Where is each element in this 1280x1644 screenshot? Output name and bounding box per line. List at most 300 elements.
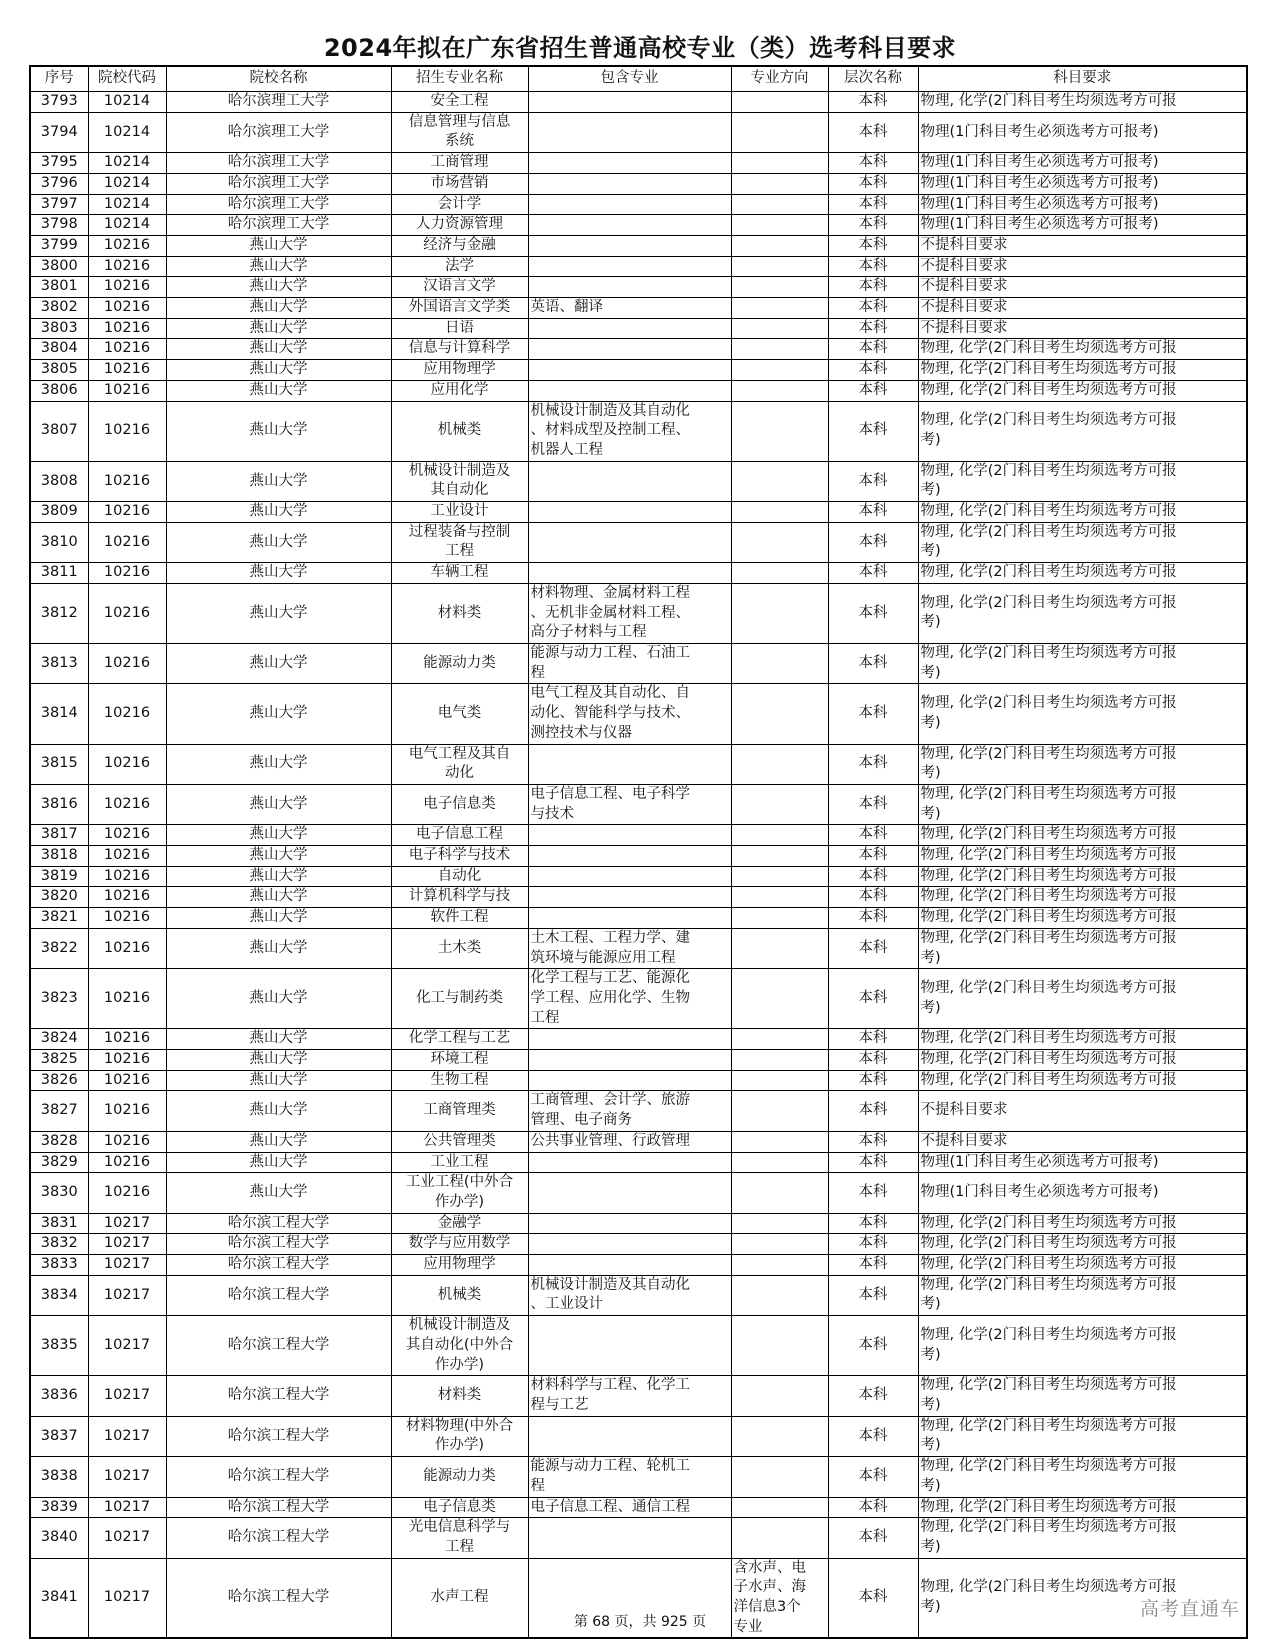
cell-school-name: 燕山大学 (166, 298, 391, 319)
cell-seq: 3827 (30, 1091, 88, 1131)
cell-level: 本科 (828, 1376, 918, 1416)
cell-school-name: 燕山大学 (166, 928, 391, 968)
cell-school-name: 燕山大学 (166, 339, 391, 360)
table-row (30, 339, 1247, 360)
cell-seq: 3804 (30, 339, 88, 360)
cell-subject-requirement: 物理, 化学(2门科目考生均须选考方可报 (918, 502, 1247, 523)
cell-level: 本科 (828, 1457, 918, 1497)
cell-major-direction (731, 1152, 828, 1173)
cell-major-direction (731, 256, 828, 277)
cell-major-name: 材料物理(中外合 作办学) (391, 1416, 528, 1456)
cell-included-majors (528, 908, 731, 929)
cell-included-majors (528, 1152, 731, 1173)
cell-school-code: 10216 (88, 825, 166, 846)
cell-level: 本科 (828, 401, 918, 461)
cell-school-code: 10217 (88, 1518, 166, 1558)
cell-included-majors: 材料物理、金属材料工程 、无机非金属材料工程、 高分子材料与工程 (528, 583, 731, 643)
cell-seq: 3832 (30, 1234, 88, 1255)
cell-level: 本科 (828, 1558, 918, 1638)
cell-level: 本科 (828, 908, 918, 929)
cell-school-name: 燕山大学 (166, 502, 391, 523)
cell-school-name: 燕山大学 (166, 825, 391, 846)
cell-seq: 3805 (30, 360, 88, 381)
cell-major-name: 水声工程 (391, 1558, 528, 1638)
cell-included-majors (528, 1029, 731, 1050)
cell-school-name: 燕山大学 (166, 401, 391, 461)
cell-level: 本科 (828, 1029, 918, 1050)
table-row (30, 825, 1247, 846)
cell-school-code: 10216 (88, 298, 166, 319)
cell-major-name: 材料类 (391, 1376, 528, 1416)
cell-subject-requirement: 不提科目要求 (918, 1131, 1247, 1152)
cell-school-code: 10216 (88, 643, 166, 683)
cell-school-name: 燕山大学 (166, 969, 391, 1029)
header-subject-requirement: 科目要求 (918, 66, 1247, 92)
cell-major-name: 机械设计制造及 其自动化(中外合 作办学) (391, 1316, 528, 1376)
cell-major-name: 过程装备与控制 工程 (391, 522, 528, 562)
cell-school-name: 哈尔滨工程大学 (166, 1234, 391, 1255)
cell-seq: 3794 (30, 112, 88, 152)
cell-school-code: 10216 (88, 235, 166, 256)
cell-included-majors: 土木工程、工程力学、建 筑环境与能源应用工程 (528, 928, 731, 968)
cell-included-majors (528, 339, 731, 360)
cell-school-name: 燕山大学 (166, 1029, 391, 1050)
table-row (30, 1255, 1247, 1276)
cell-major-direction (731, 643, 828, 683)
table-row (30, 92, 1247, 113)
cell-school-code: 10216 (88, 887, 166, 908)
cell-subject-requirement: 物理, 化学(2门科目考生均须选考方可报 考) (918, 1316, 1247, 1376)
cell-subject-requirement: 不提科目要求 (918, 298, 1247, 319)
cell-seq: 3800 (30, 256, 88, 277)
table-row (30, 1416, 1247, 1456)
cell-subject-requirement: 物理(1门科目考生必须选考方可报考) (918, 153, 1247, 174)
cell-school-name: 哈尔滨理工大学 (166, 112, 391, 152)
cell-school-code: 10216 (88, 969, 166, 1029)
cell-school-code: 10216 (88, 744, 166, 784)
cell-school-code: 10216 (88, 684, 166, 744)
cell-major-name: 应用物理学 (391, 360, 528, 381)
cell-school-code: 10216 (88, 318, 166, 339)
cell-subject-requirement: 物理, 化学(2门科目考生均须选考方可报 (918, 846, 1247, 867)
table-row (30, 461, 1247, 501)
cell-school-name: 燕山大学 (166, 643, 391, 683)
table-row (30, 173, 1247, 194)
cell-school-name: 燕山大学 (166, 744, 391, 784)
table-row (30, 256, 1247, 277)
table-row (30, 215, 1247, 236)
cell-seq: 3814 (30, 684, 88, 744)
cell-included-majors (528, 846, 731, 867)
cell-seq: 3840 (30, 1518, 88, 1558)
cell-school-name: 哈尔滨理工大学 (166, 92, 391, 113)
cell-included-majors: 材料科学与工程、化学工 程与工艺 (528, 1376, 731, 1416)
cell-major-direction (731, 461, 828, 501)
cell-major-direction (731, 1131, 828, 1152)
cell-school-name: 燕山大学 (166, 256, 391, 277)
cell-subject-requirement: 物理(1门科目考生必须选考方可报考) (918, 1173, 1247, 1213)
cell-school-name: 燕山大学 (166, 563, 391, 584)
cell-major-direction (731, 1213, 828, 1234)
page-number: 第 68 页，共 925 页 (573, 1614, 707, 1630)
cell-major-direction (731, 112, 828, 152)
cell-school-code: 10216 (88, 1091, 166, 1131)
cell-level: 本科 (828, 643, 918, 683)
cell-included-majors: 机械设计制造及其自动化 、材料成型及控制工程、 机器人工程 (528, 401, 731, 461)
cell-school-code: 10216 (88, 256, 166, 277)
cell-level: 本科 (828, 1255, 918, 1276)
cell-major-direction (731, 1376, 828, 1416)
cell-level: 本科 (828, 318, 918, 339)
header-school-code: 院校代码 (88, 66, 166, 92)
cell-major-name: 经济与金融 (391, 235, 528, 256)
cell-subject-requirement: 物理(1门科目考生必须选考方可报考) (918, 112, 1247, 152)
cell-school-name: 燕山大学 (166, 380, 391, 401)
cell-included-majors (528, 1316, 731, 1376)
cell-level: 本科 (828, 1518, 918, 1558)
cell-major-name: 金融学 (391, 1213, 528, 1234)
cell-included-majors (528, 112, 731, 152)
cell-included-majors: 电子信息工程、电子科学 与技术 (528, 784, 731, 824)
cell-major-name: 环境工程 (391, 1050, 528, 1071)
table-row (30, 153, 1247, 174)
cell-seq: 3834 (30, 1275, 88, 1315)
table-row (30, 380, 1247, 401)
cell-major-name: 土木类 (391, 928, 528, 968)
cell-level: 本科 (828, 1152, 918, 1173)
cell-seq: 3801 (30, 277, 88, 298)
cell-major-direction (731, 1316, 828, 1376)
cell-seq: 3809 (30, 502, 88, 523)
cell-major-name: 电子信息类 (391, 784, 528, 824)
cell-level: 本科 (828, 92, 918, 113)
cell-included-majors (528, 318, 731, 339)
cell-subject-requirement: 物理, 化学(2门科目考生均须选考方可报 考) (918, 928, 1247, 968)
cell-school-name: 燕山大学 (166, 684, 391, 744)
header-school-name: 院校名称 (166, 66, 391, 92)
cell-school-name: 哈尔滨工程大学 (166, 1497, 391, 1518)
header-included-majors: 包含专业 (528, 66, 731, 92)
cell-seq: 3808 (30, 461, 88, 501)
cell-level: 本科 (828, 1316, 918, 1376)
cell-major-name: 电子信息类 (391, 1497, 528, 1518)
cell-school-code: 10216 (88, 1029, 166, 1050)
cell-major-name: 计算机科学与技 (391, 887, 528, 908)
cell-seq: 3824 (30, 1029, 88, 1050)
cell-included-majors: 化学工程与工艺、能源化 学工程、应用化学、生物 工程 (528, 969, 731, 1029)
cell-major-name: 化工与制药类 (391, 969, 528, 1029)
cell-school-name: 燕山大学 (166, 318, 391, 339)
cell-included-majors (528, 502, 731, 523)
cell-major-direction: 含水声、电 子水声、海 洋信息3个 专业 (731, 1558, 828, 1638)
header-major-direction: 专业方向 (731, 66, 828, 92)
subject-requirements-table (29, 65, 1248, 1639)
cell-level: 本科 (828, 825, 918, 846)
cell-included-majors (528, 153, 731, 174)
cell-subject-requirement: 物理, 化学(2门科目考生均须选考方可报 (918, 1497, 1247, 1518)
cell-level: 本科 (828, 1050, 918, 1071)
cell-level: 本科 (828, 784, 918, 824)
cell-included-majors: 英语、翻译 (528, 298, 731, 319)
cell-school-code: 10217 (88, 1497, 166, 1518)
cell-major-direction (731, 318, 828, 339)
cell-included-majors (528, 194, 731, 215)
cell-subject-requirement: 物理, 化学(2门科目考生均须选考方可报 (918, 1050, 1247, 1071)
table-row (30, 684, 1247, 744)
cell-subject-requirement: 物理, 化学(2门科目考生均须选考方可报 考) (918, 583, 1247, 643)
cell-major-name: 信息与计算科学 (391, 339, 528, 360)
cell-subject-requirement: 物理, 化学(2门科目考生均须选考方可报 考) (918, 1416, 1247, 1456)
cell-subject-requirement: 物理, 化学(2门科目考生均须选考方可报 考) (918, 684, 1247, 744)
cell-major-name: 电气工程及其自 动化 (391, 744, 528, 784)
cell-major-name: 数学与应用数学 (391, 1234, 528, 1255)
cell-subject-requirement: 物理(1门科目考生必须选考方可报考) (918, 173, 1247, 194)
cell-level: 本科 (828, 846, 918, 867)
cell-level: 本科 (828, 887, 918, 908)
cell-school-code: 10216 (88, 1131, 166, 1152)
cell-school-code: 10216 (88, 846, 166, 867)
cell-school-name: 哈尔滨工程大学 (166, 1255, 391, 1276)
cell-school-code: 10216 (88, 360, 166, 381)
table-row (30, 1050, 1247, 1071)
cell-major-name: 能源动力类 (391, 643, 528, 683)
cell-included-majors: 工商管理、会计学、旅游 管理、电子商务 (528, 1091, 731, 1131)
table-row (30, 1275, 1247, 1315)
cell-major-name: 工业工程(中外合 作办学) (391, 1173, 528, 1213)
cell-level: 本科 (828, 502, 918, 523)
cell-major-direction (731, 153, 828, 174)
cell-subject-requirement: 物理, 化学(2门科目考生均须选考方可报 考) (918, 401, 1247, 461)
cell-major-name: 能源动力类 (391, 1457, 528, 1497)
cell-major-direction (731, 825, 828, 846)
table-row (30, 1376, 1247, 1416)
cell-seq: 3828 (30, 1131, 88, 1152)
cell-major-direction (731, 339, 828, 360)
cell-major-name: 工商管理类 (391, 1091, 528, 1131)
cell-major-direction (731, 887, 828, 908)
table-row (30, 298, 1247, 319)
cell-school-code: 10217 (88, 1255, 166, 1276)
cell-school-name: 燕山大学 (166, 1050, 391, 1071)
header-level: 层次名称 (828, 66, 918, 92)
cell-major-name: 信息管理与信息 系统 (391, 112, 528, 152)
cell-level: 本科 (828, 1173, 918, 1213)
cell-level: 本科 (828, 194, 918, 215)
table-row (30, 235, 1247, 256)
table-row (30, 277, 1247, 298)
cell-school-code: 10214 (88, 92, 166, 113)
cell-seq: 3819 (30, 866, 88, 887)
cell-seq: 3802 (30, 298, 88, 319)
cell-included-majors: 能源与动力工程、轮机工 程 (528, 1457, 731, 1497)
cell-seq: 3807 (30, 401, 88, 461)
cell-school-code: 10216 (88, 380, 166, 401)
cell-major-direction (731, 401, 828, 461)
cell-seq: 3795 (30, 153, 88, 174)
cell-major-name: 法学 (391, 256, 528, 277)
cell-level: 本科 (828, 744, 918, 784)
cell-level: 本科 (828, 277, 918, 298)
table-row (30, 1091, 1247, 1131)
cell-major-direction (731, 173, 828, 194)
cell-subject-requirement: 不提科目要求 (918, 277, 1247, 298)
cell-major-direction (731, 908, 828, 929)
table-row (30, 643, 1247, 683)
table-row (30, 846, 1247, 867)
cell-seq: 3803 (30, 318, 88, 339)
cell-school-name: 燕山大学 (166, 866, 391, 887)
header-major-name: 招生专业名称 (391, 66, 528, 92)
cell-major-name: 电气类 (391, 684, 528, 744)
cell-major-name: 工业工程 (391, 1152, 528, 1173)
cell-school-code: 10216 (88, 563, 166, 584)
table-row (30, 1152, 1247, 1173)
cell-major-name: 应用物理学 (391, 1255, 528, 1276)
cell-major-direction (731, 744, 828, 784)
cell-subject-requirement: 物理, 化学(2门科目考生均须选考方可报 考) (918, 643, 1247, 683)
table-row (30, 1029, 1247, 1050)
cell-seq: 3830 (30, 1173, 88, 1213)
cell-school-code: 10217 (88, 1234, 166, 1255)
cell-included-majors (528, 360, 731, 381)
cell-included-majors (528, 173, 731, 194)
cell-major-direction (731, 1173, 828, 1213)
cell-subject-requirement: 物理, 化学(2门科目考生均须选考方可报 (918, 1255, 1247, 1276)
cell-level: 本科 (828, 1497, 918, 1518)
table-row (30, 1518, 1247, 1558)
table-row (30, 784, 1247, 824)
page-title: 2024年拟在广东省招生普通高校专业（类）选考科目要求 (323, 34, 957, 62)
cell-seq: 3838 (30, 1457, 88, 1497)
cell-major-name: 日语 (391, 318, 528, 339)
cell-included-majors (528, 92, 731, 113)
cell-major-name: 外国语言文学类 (391, 298, 528, 319)
cell-major-direction (731, 684, 828, 744)
table-row (30, 194, 1247, 215)
cell-subject-requirement: 物理, 化学(2门科目考生均须选考方可报 考) (918, 784, 1247, 824)
cell-school-code: 10217 (88, 1457, 166, 1497)
cell-included-majors (528, 522, 731, 562)
cell-major-direction (731, 235, 828, 256)
cell-level: 本科 (828, 1213, 918, 1234)
cell-seq: 3811 (30, 563, 88, 584)
cell-subject-requirement: 物理, 化学(2门科目考生均须选考方可报 考) (918, 1275, 1247, 1315)
cell-seq: 3799 (30, 235, 88, 256)
cell-school-code: 10214 (88, 112, 166, 152)
cell-school-name: 燕山大学 (166, 522, 391, 562)
cell-included-majors (528, 1518, 731, 1558)
cell-major-name: 机械类 (391, 401, 528, 461)
table-row (30, 563, 1247, 584)
table-row (30, 866, 1247, 887)
table-row (30, 583, 1247, 643)
cell-level: 本科 (828, 969, 918, 1029)
cell-level: 本科 (828, 173, 918, 194)
cell-seq: 3806 (30, 380, 88, 401)
cell-major-name: 软件工程 (391, 908, 528, 929)
cell-major-direction (731, 380, 828, 401)
cell-major-name: 工业设计 (391, 502, 528, 523)
cell-major-direction (731, 298, 828, 319)
cell-seq: 3810 (30, 522, 88, 562)
cell-subject-requirement: 物理(1门科目考生必须选考方可报考) (918, 215, 1247, 236)
cell-included-majors: 电子信息工程、通信工程 (528, 1497, 731, 1518)
cell-school-name: 哈尔滨理工大学 (166, 153, 391, 174)
table-row (30, 887, 1247, 908)
cell-level: 本科 (828, 215, 918, 236)
cell-subject-requirement: 物理, 化学(2门科目考生均须选考方可报 考) (918, 1457, 1247, 1497)
cell-school-code: 10214 (88, 215, 166, 236)
table-row (30, 318, 1247, 339)
cell-school-code: 10217 (88, 1316, 166, 1376)
table-row (30, 1234, 1247, 1255)
cell-major-direction (731, 1275, 828, 1315)
cell-major-name: 电子信息工程 (391, 825, 528, 846)
cell-subject-requirement: 物理, 化学(2门科目考生均须选考方可报 考) (918, 744, 1247, 784)
cell-major-name: 工商管理 (391, 153, 528, 174)
cell-included-majors (528, 825, 731, 846)
cell-included-majors (528, 1050, 731, 1071)
table-row (30, 928, 1247, 968)
cell-school-name: 燕山大学 (166, 784, 391, 824)
cell-seq: 3836 (30, 1376, 88, 1416)
cell-seq: 3829 (30, 1152, 88, 1173)
cell-included-majors (528, 1255, 731, 1276)
cell-major-direction (731, 1497, 828, 1518)
cell-major-name: 机械类 (391, 1275, 528, 1315)
table-row (30, 969, 1247, 1029)
table-row (30, 1497, 1247, 1518)
cell-level: 本科 (828, 928, 918, 968)
cell-school-name: 燕山大学 (166, 235, 391, 256)
cell-school-name: 哈尔滨工程大学 (166, 1457, 391, 1497)
cell-major-name: 车辆工程 (391, 563, 528, 584)
cell-included-majors (528, 1213, 731, 1234)
cell-included-majors (528, 1234, 731, 1255)
cell-included-majors (528, 1416, 731, 1456)
cell-school-name: 哈尔滨工程大学 (166, 1316, 391, 1376)
cell-seq: 3816 (30, 784, 88, 824)
cell-included-majors (528, 887, 731, 908)
cell-school-name: 燕山大学 (166, 360, 391, 381)
cell-major-direction (731, 1518, 828, 1558)
cell-seq: 3817 (30, 825, 88, 846)
cell-major-name: 自动化 (391, 866, 528, 887)
table-row (30, 522, 1247, 562)
table-row (30, 1070, 1247, 1091)
cell-subject-requirement: 物理(1门科目考生必须选考方可报考) (918, 194, 1247, 215)
cell-included-majors (528, 744, 731, 784)
cell-seq: 3826 (30, 1070, 88, 1091)
cell-major-direction (731, 1029, 828, 1050)
cell-school-code: 10217 (88, 1376, 166, 1416)
cell-seq: 3841 (30, 1558, 88, 1638)
cell-school-code: 10214 (88, 173, 166, 194)
cell-seq: 3831 (30, 1213, 88, 1234)
cell-school-name: 燕山大学 (166, 1152, 391, 1173)
cell-school-code: 10216 (88, 401, 166, 461)
cell-level: 本科 (828, 112, 918, 152)
cell-school-name: 燕山大学 (166, 1091, 391, 1131)
cell-seq: 3796 (30, 173, 88, 194)
cell-major-name: 应用化学 (391, 380, 528, 401)
cell-seq: 3825 (30, 1050, 88, 1071)
cell-seq: 3822 (30, 928, 88, 968)
cell-school-name: 燕山大学 (166, 846, 391, 867)
cell-school-code: 10216 (88, 928, 166, 968)
cell-subject-requirement: 物理, 化学(2门科目考生均须选考方可报 (918, 339, 1247, 360)
cell-school-code: 10216 (88, 784, 166, 824)
